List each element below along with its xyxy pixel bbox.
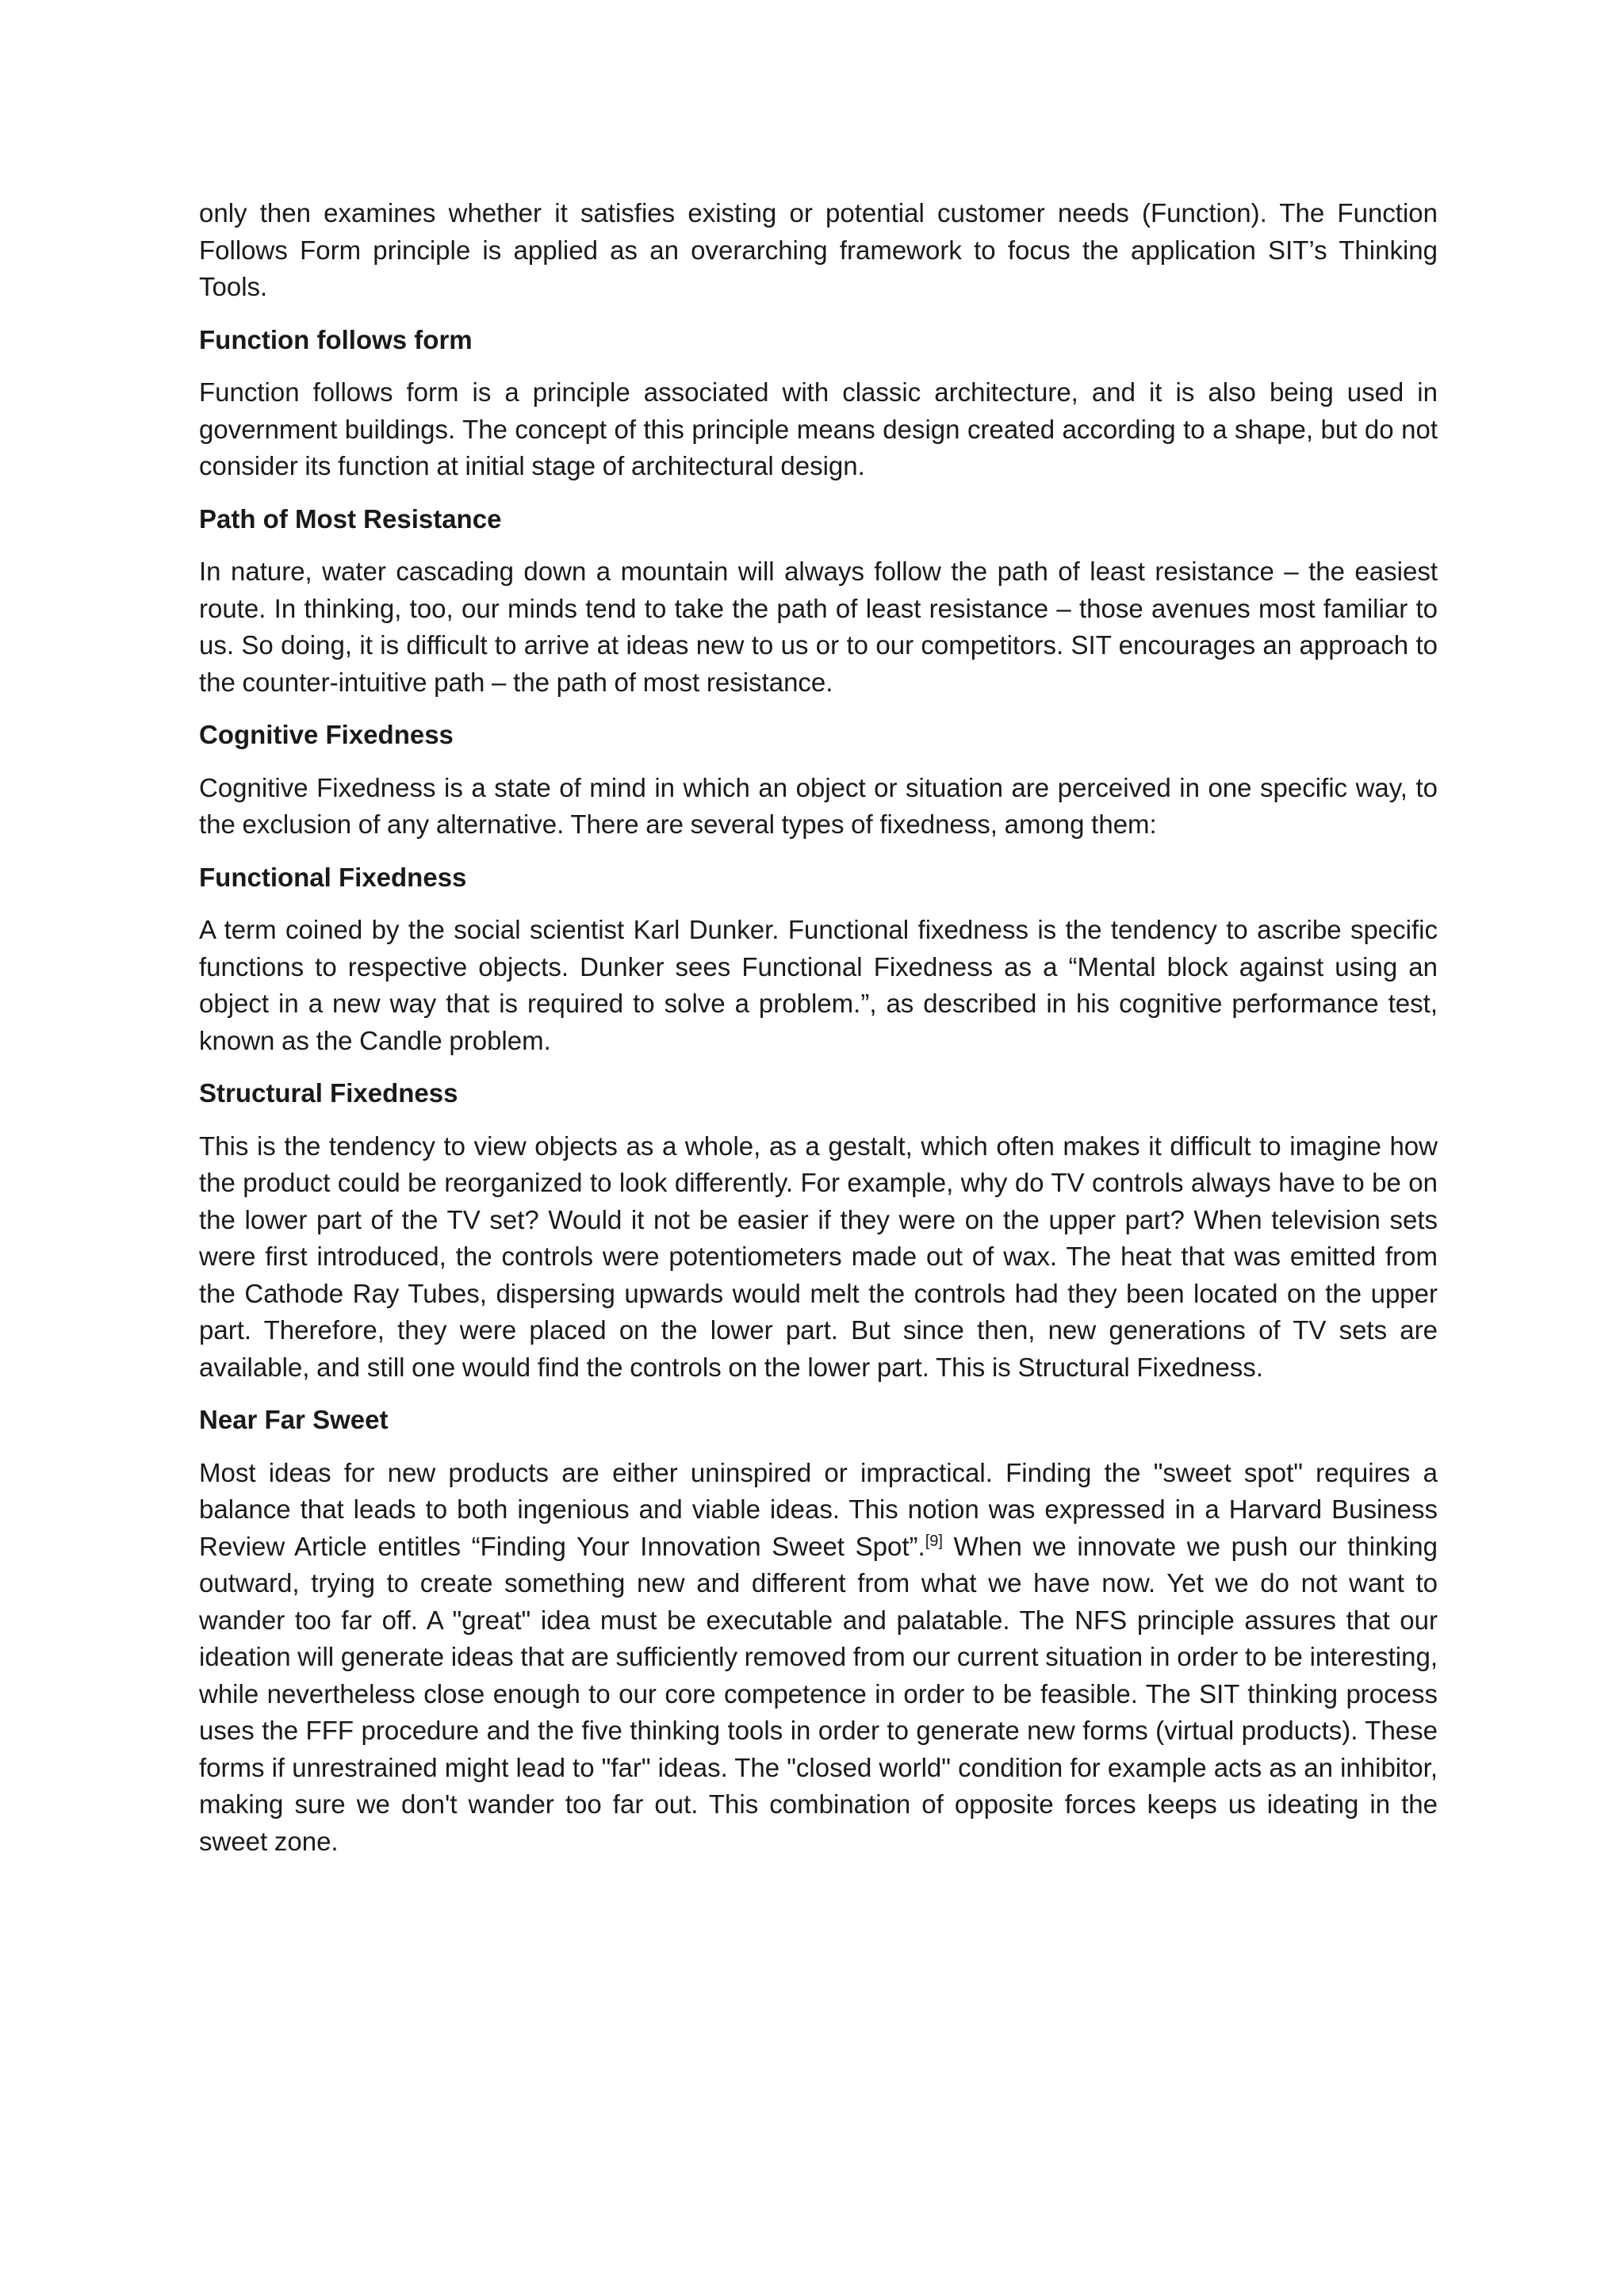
section-body: Function follows form is a principle associated with classic architecture, and it is also being used in government buildings. The concept of this principle means design created according to a shape, but do not consider its function at initial stage of architectural design.: [199, 377, 1438, 480]
section-heading: Functional Fixedness: [199, 862, 467, 892]
intro-paragraph: only then examines whether it satisfies existing or potential customer needs (Function). The Function Follows Form principle is applied as an overarching framework to focus the application SIT’s Thinking Tools.: [199, 198, 1438, 301]
section-heading: Path of Most Resistance: [199, 503, 502, 534]
body-text-after-reference: When we innovate we push our thinking outward, trying to create something new and different from what we have now. Yet we do not want to wander too far off. A "great" idea must be executable and palatable. The NFS principle assures that our ideation will generate ideas that are sufficiently removed from our current situation in order to be interesting, while nevertheless close enough to our core competence in order to be feasible. The SIT thinking process uses the FFF procedure and the five thinking tools in order to generate new forms (virtual products). These forms if unrestrained might lead to "far" ideas. The "closed world" condition for example acts as an inhibitor, making sure we don't wander too far out. This combination of opposite forces keeps us ideating in the sweet zone.: [199, 1531, 1438, 1856]
section-heading: Structural Fixedness: [199, 1078, 458, 1108]
section-body: In nature, water cascading down a mountain will always follow the path of least resistance – the easiest route. In thinking, too, our minds tend to take the path of least resistance – those avenues most familiar to us. So doing, it is difficult to arrive at ideas new to us or to our competitors. SIT encourages an approach to the counter-intuitive path – the path of most resistance.: [199, 557, 1438, 697]
document-page: [199, 195, 1438, 1876]
section-heading: Function follows form: [199, 324, 473, 354]
section-body: A term coined by the social scientist Karl Dunker. Functional fixedness is the tendency to ascribe specific functions to respective objects. Dunker sees Functional Fixedness as a “Mental block against using an object in a new way that is required to solve a problem.”, as described in his cognitive performance test, known as the Candle problem.: [199, 915, 1438, 1055]
section-body: Cognitive Fixedness is a state of mind in which an object or situation are perceived in one specific way, to the exclusion of any alternative. There are several types of fixedness, among them:: [199, 772, 1438, 839]
body-text-before-reference: Most ideas for new products are either uninspired or impractical. Finding the "sweet spot" requires a balance that leads to both ingenious and viable ideas. This notion was expressed in a Harvard Business Review Article entitles “Finding Your Innovation Sweet Spot”.: [199, 1457, 1438, 1561]
section-body: [199, 1455, 1438, 1861]
section-body: This is the tendency to view objects as a whole, as a gestalt, which often makes it difficult to imagine how the product could be reorganized to look differently. For example, why do TV controls always have to be on the lower part of the TV set? Would it not be easier if they were on the upper part? When television sets were first introduced, the controls were potentiometers made out of wax. The heat that was emitted from the Cathode Ray Tubes, dispersing upwards would melt the controls had they been located on the upper part. Therefore, they were placed on the lower part. But since then, new generations of TV sets are available, and still one would find the controls on the lower part. This is Structural Fixedness.: [199, 1131, 1438, 1382]
section-near-far-sweet: [199, 1402, 1438, 1860]
section-heading: Cognitive Fixedness: [199, 720, 454, 749]
section-functional-fixedness: [199, 859, 1438, 1060]
reference-marker: [9]: [925, 1532, 943, 1550]
section-cognitive-fixedness: [199, 717, 1438, 844]
section-structural-fixedness: [199, 1075, 1438, 1386]
section-path-of-most-resistance: [199, 501, 1438, 702]
section-heading: Near Far Sweet: [199, 1405, 389, 1434]
section-function-follows-form: [199, 322, 1438, 485]
